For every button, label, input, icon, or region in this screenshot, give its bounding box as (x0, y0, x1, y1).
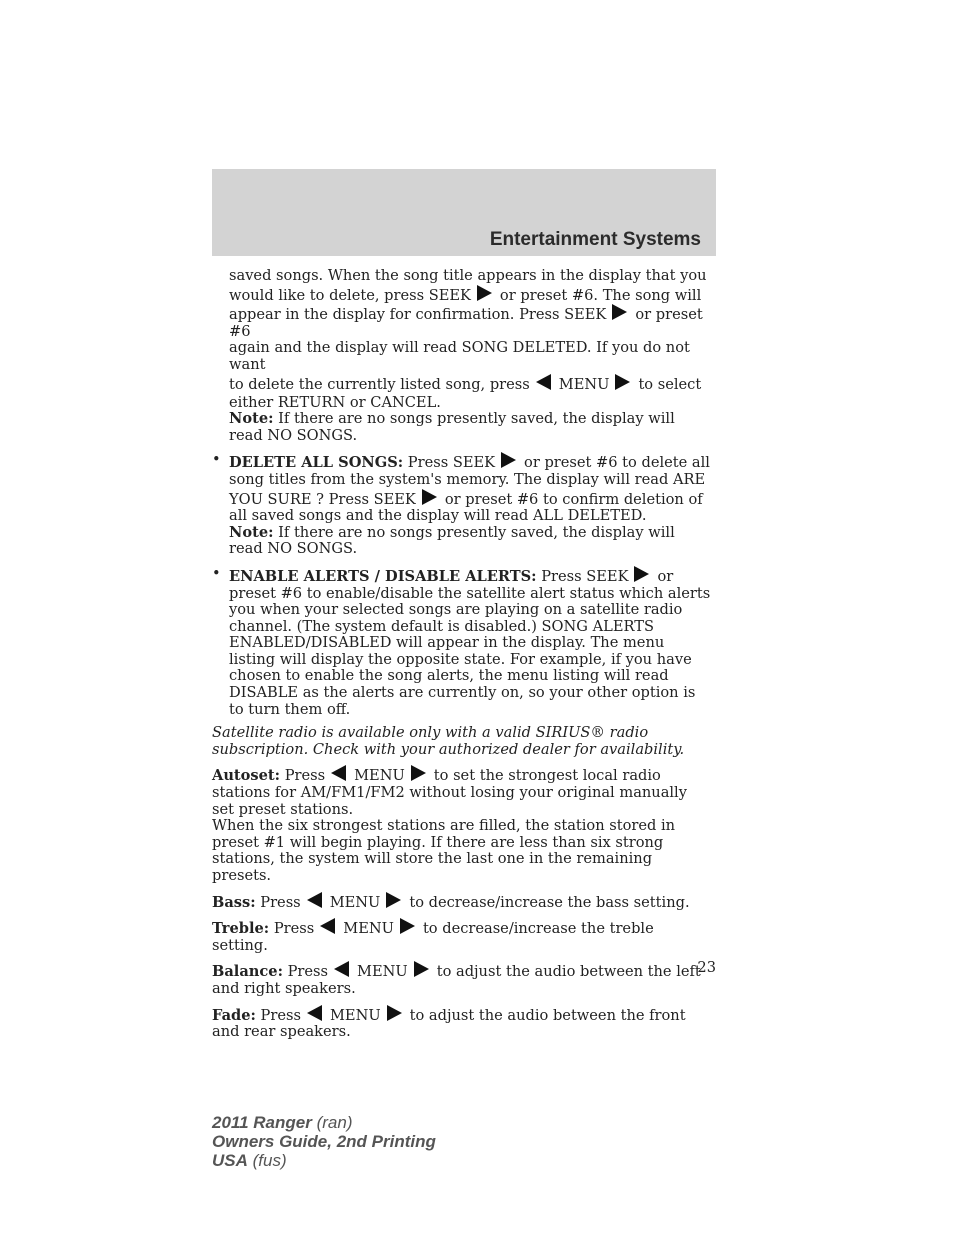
enable-alerts-item (212, 566, 712, 718)
autoset-detail: When the six strongest stations are filled, the station stored in preset #1 will begin playing. If there are less than six strong stations, the system will store the last one in the remaining presets. (212, 817, 676, 884)
right-arrow-icon (387, 1005, 402, 1021)
right-arrow-icon (411, 765, 426, 781)
footer-model-line: 2011 Ranger (ran) (212, 1113, 353, 1132)
delete-all-text: DELETE ALL SONGS: Press SEEK or preset #6 to delete all song titles from the system's memory. The display will read ARE YOU SURE ? Press SEEK or preset #6 to confirm deletion of all saved songs and the display will read ALL DELETED. (229, 454, 710, 525)
right-arrow-icon (634, 566, 649, 582)
enable-alerts-text: ENABLE ALERTS / DISABLE ALERTS: Press SEEK or preset #6 to enable/disable the satellite alert status which alerts you when your selected songs are playing on a satellite radio channel. (The system default is disabled.) SONG ALERTS ENABLED/DISABLED will appear in the display. The menu listing will display the opposite state. For example, if you have chosen to enable the song alerts, the menu listing will read DISABLE as the alerts are currently on, so your other option is to turn them off. (229, 567, 711, 718)
delete-all-note: Note: If there are no songs presently saved, the display will read NO SONGS. (229, 523, 675, 558)
intro-line: saved songs. When the song title appears in the display that you (229, 267, 707, 284)
intro-line: to delete the currently listed song, press MENU to select (229, 375, 702, 393)
left-arrow-icon (331, 765, 346, 781)
fade-paragraph: Fade: Press MENU to adjust the audio between the front and rear speakers. (212, 1006, 686, 1041)
section-title: Entertainment Systems (489, 229, 701, 250)
intro-line: would like to delete, press SEEK or preset #6. The song will (229, 286, 702, 304)
right-arrow-icon (477, 285, 492, 301)
left-arrow-icon (307, 1005, 322, 1021)
left-arrow-icon (320, 918, 335, 934)
footer-region-line: USA (fus) (212, 1151, 287, 1170)
left-arrow-icon (334, 961, 349, 977)
bass-paragraph: Bass: Press MENU to decrease/increase the bass setting. (212, 893, 690, 911)
right-arrow-icon (422, 489, 437, 505)
left-arrow-icon (536, 374, 551, 390)
right-arrow-icon (612, 304, 627, 320)
section-header-band (212, 169, 716, 256)
intro-line: appear in the display for confirmation. Press SEEK or preset #6 (229, 306, 703, 340)
left-arrow-icon (307, 892, 322, 908)
balance-paragraph: Balance: Press MENU to adjust the audio between the left and right speakers. (212, 963, 701, 997)
right-arrow-icon (615, 374, 630, 390)
intro-paragraph (212, 268, 712, 444)
bullet-marker: • (212, 451, 221, 469)
autoset-paragraph: Autoset: Press MENU to set the strongest local radio stations for AM/FM1/FM2 without losing your original manually set preset stations. (212, 767, 687, 818)
intro-note: Note: If there are no songs presently saved, the display will read NO SONGS. (229, 410, 675, 444)
page-content (212, 268, 712, 1041)
intro-line: either RETURN or CANCEL. (229, 393, 441, 411)
intro-line: again and the display will read SONG DELETED. If you do not want (229, 339, 690, 373)
right-arrow-icon (414, 961, 429, 977)
delete-all-songs-item (212, 452, 712, 558)
right-arrow-icon (400, 918, 415, 934)
page-number: 23 (697, 959, 716, 976)
document-footer (212, 1113, 436, 1170)
footer-guide-line: Owners Guide, 2nd Printing (212, 1132, 436, 1151)
right-arrow-icon (501, 452, 516, 468)
bullet-marker: • (212, 564, 221, 582)
sirius-availability-note: Satellite radio is available only with a valid SIRIUS® radio subscription. Check with your authorized dealer for availability. (212, 724, 685, 758)
right-arrow-icon (386, 892, 401, 908)
treble-paragraph: Treble: Press MENU to decrease/increase the treble setting. (212, 920, 654, 954)
